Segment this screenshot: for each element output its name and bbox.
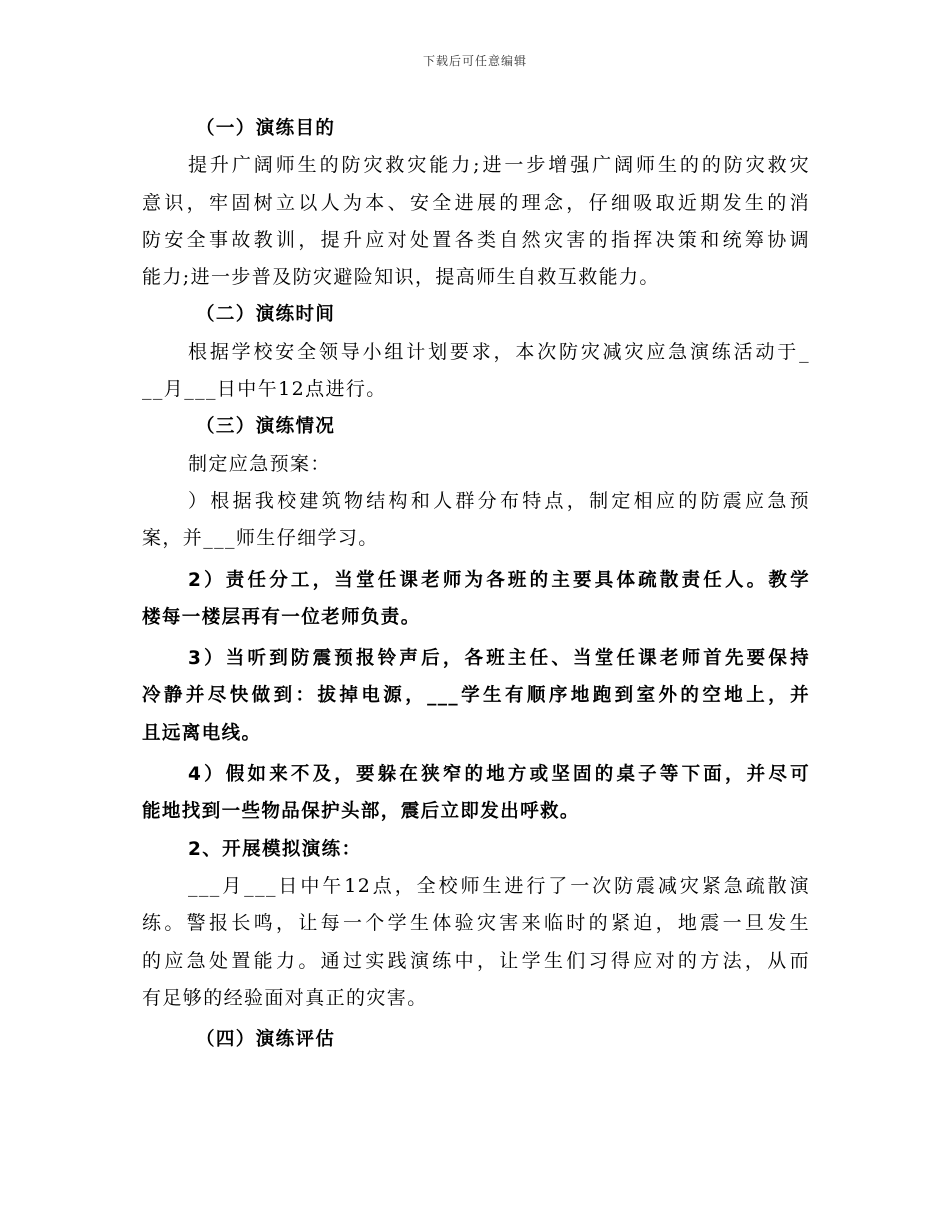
list-item-line: 且远离电线。 — [142, 722, 262, 744]
paragraph-line: 意识，牢固树立以人为本、安全进展的理念，仔细吸取近期发生的消 — [142, 191, 810, 214]
plan-label: 制定应急预案： — [188, 452, 331, 475]
paragraph-line: 提升广阔师生的防灾救灾能力;进一步增强广阔师生的的防灾救灾 — [188, 154, 810, 177]
paragraph-line: 有足够的经验面对真正的灾害。 — [142, 986, 428, 1009]
paragraph-line: ___月___日中午12点，全校师生进行了一次防震减灾紧急疏散演 — [188, 874, 810, 897]
drill-heading: 2、开展模拟演练： — [188, 838, 362, 860]
list-item-line: 2）责任分工，当堂任课老师为各班的主要具体疏散责任人。教学 — [188, 569, 810, 591]
list-item-line: 3）当听到防震预报铃声后，各班主任、当堂任课老师首先要保持 — [188, 648, 810, 670]
paragraph-line: 防安全事故教训，提升应对处置各类自然灾害的指挥决策和统筹协调 — [142, 228, 810, 251]
section-heading-time: （二）演练时间 — [196, 304, 336, 326]
document-body — [142, 110, 810, 1058]
paragraph-line: 能力;进一步普及防灾避险知识，提高师生自救互救能力。 — [142, 266, 660, 289]
list-item-line: 楼每一楼层再有一位老师负责。 — [142, 606, 421, 628]
paragraph-line: 根据学校安全领导小组计划要求，本次防灾减灾应急演练活动于_ — [188, 340, 810, 363]
paragraph-line: 的应急处置能力。通过实践演练中，让学生们习得应对的方法，从而 — [142, 949, 810, 972]
section-heading-purpose: （一）演练目的 — [196, 118, 336, 139]
list-item-line: 冷静并尽快做到：拔掉电源，___学生有顺序地跑到室外的空地上，并 — [142, 685, 810, 707]
section-heading-situation: （三）演练情况 — [196, 416, 336, 438]
paragraph-line: __月___日中午12点进行。 — [142, 378, 387, 401]
list-item-line: ）根据我校建筑物结构和人群分布特点，制定相应的防震应急预 — [188, 489, 810, 512]
page-header-note: 下载后可任意编辑 — [422, 54, 527, 68]
paragraph-line: 练。警报长鸣，让每一个学生体验灾害来临时的紧迫，地震一旦发生 — [142, 912, 810, 935]
list-item-line: 案，并___师生仔细学习。 — [142, 527, 379, 550]
list-item-line: 4）假如来不及，要躲在狭窄的地方或坚固的桌子等下面，并尽可 — [188, 764, 810, 786]
section-heading-evaluation: （四）演练评估 — [196, 1029, 336, 1051]
list-item-line: 能地找到一些物品保护头部，震后立即发出呼救。 — [142, 801, 580, 823]
